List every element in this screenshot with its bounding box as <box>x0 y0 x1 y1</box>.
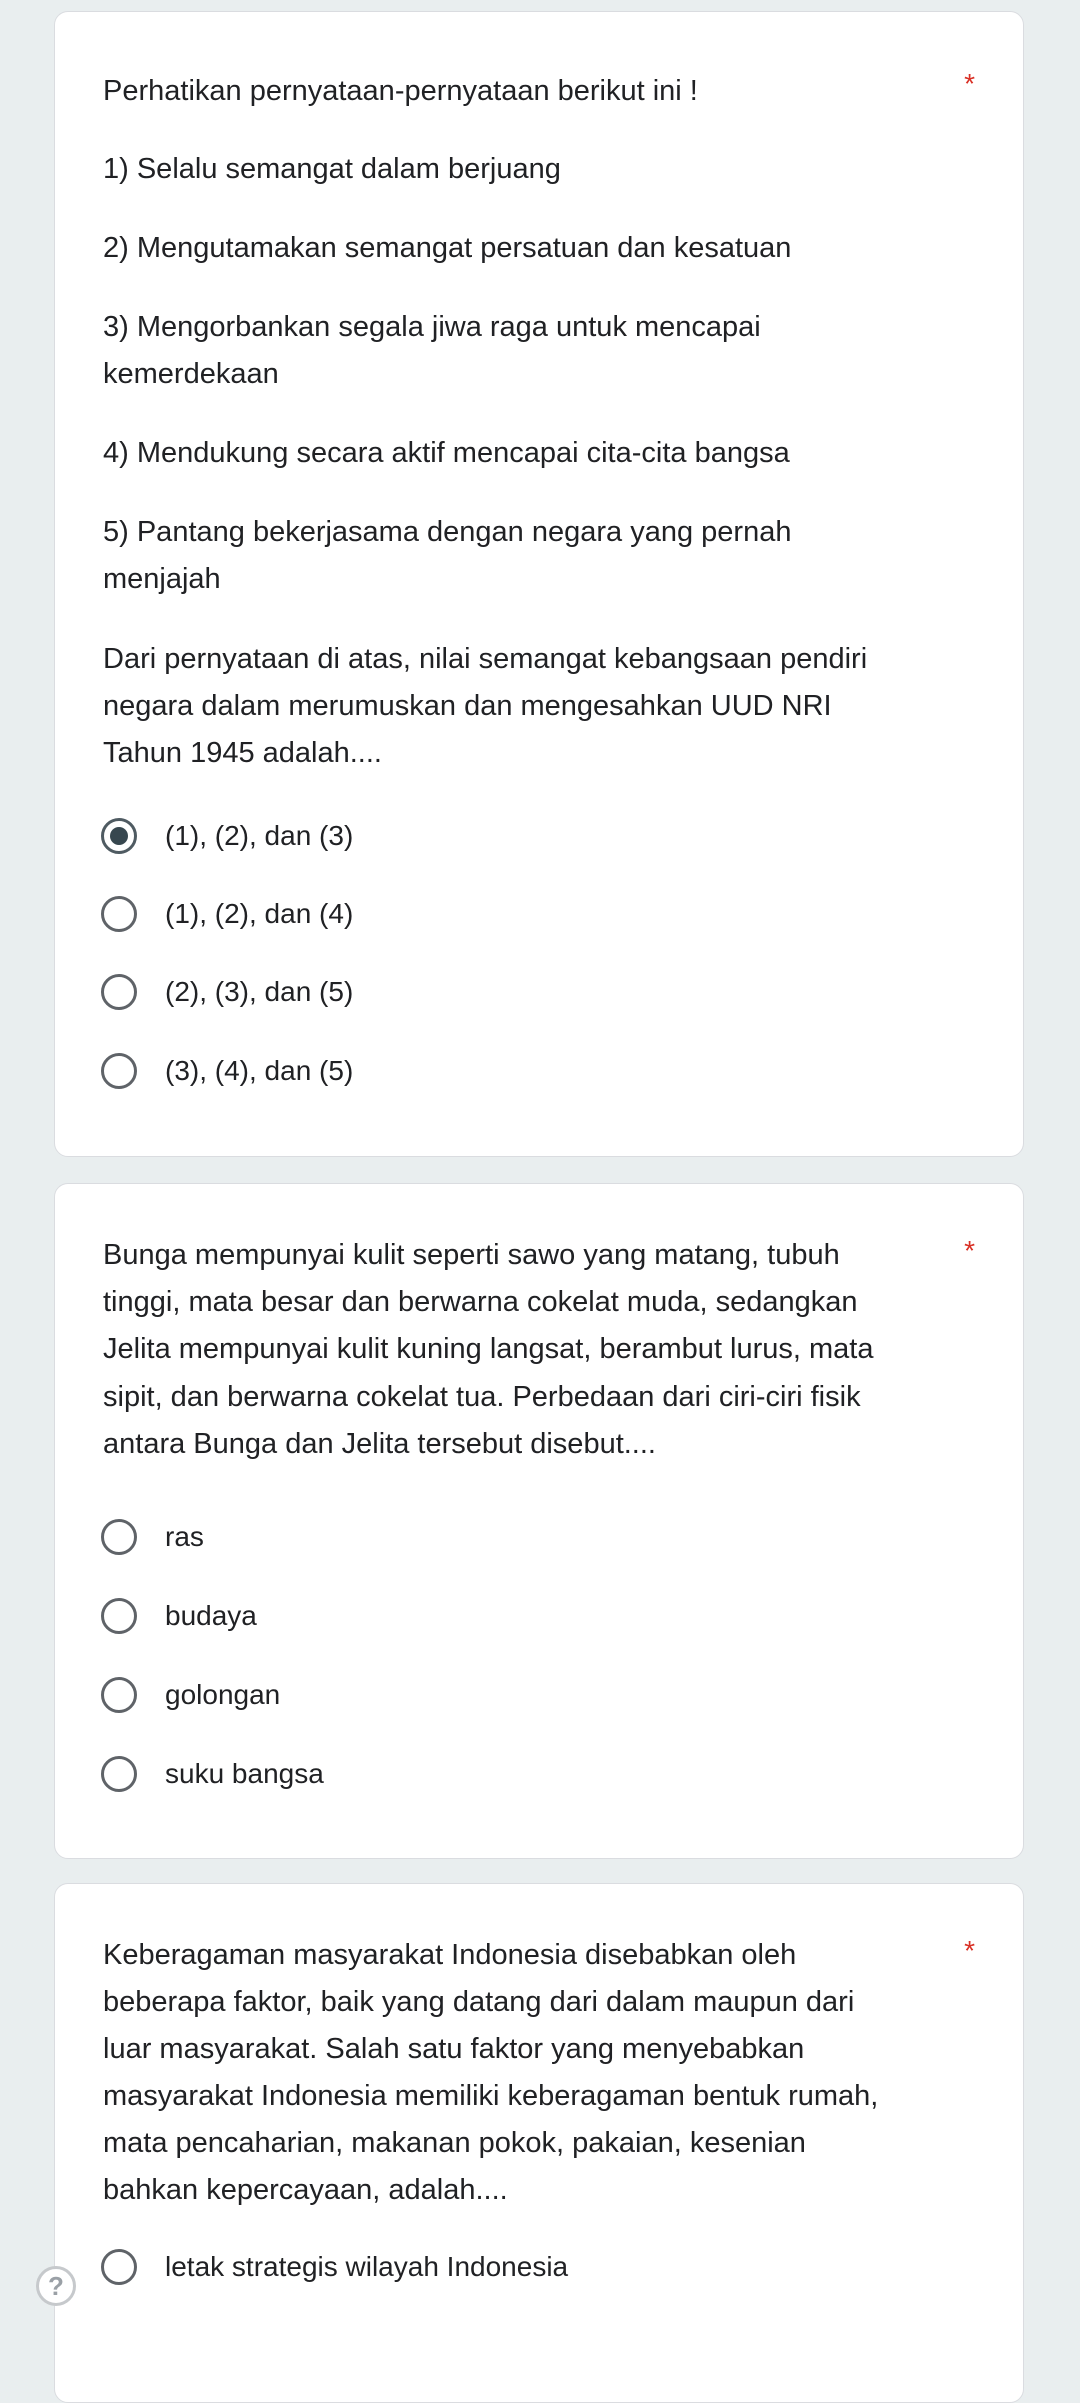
question-prompt-line-3: Tahun 1945 adalah.... <box>103 737 382 769</box>
option-radio[interactable] <box>101 967 353 1017</box>
option-radio[interactable] <box>101 2242 568 2292</box>
question-line-5: mata pencaharian, makanan pokok, pakaian, kesenian <box>103 2127 806 2159</box>
radio-icon[interactable] <box>101 2249 137 2285</box>
radio-selected-icon[interactable] <box>101 818 137 854</box>
option-radio[interactable] <box>101 1670 280 1720</box>
option-radio[interactable] <box>101 1512 204 1562</box>
statement-5-line-2: menjajah <box>103 563 221 595</box>
option-radio[interactable] <box>101 811 353 861</box>
statement-3-line-1: 3) Mengorbankan segala jiwa raga untuk mencapai <box>103 311 761 343</box>
statement-2: 2) Mengutamakan semangat persatuan dan kesatuan <box>103 232 792 264</box>
radio-icon[interactable] <box>101 1598 137 1634</box>
question-line-2: tinggi, mata besar dan berwarna cokelat muda, sedangkan <box>103 1286 858 1318</box>
radio-icon[interactable] <box>101 1756 137 1792</box>
statement-4: 4) Mendukung secara aktif mencapai cita-cita bangsa <box>103 437 790 469</box>
radio-icon[interactable] <box>101 896 137 932</box>
question-line-6: bahkan kepercayaan, adalah.... <box>103 2174 508 2206</box>
option-label: (3), (4), dan (5) <box>165 1055 354 1086</box>
question-title: Perhatikan pernyataan-pernyataan berikut ini ! <box>103 75 698 107</box>
option-radio[interactable] <box>101 1046 353 1096</box>
option-label: (1), (2), dan (3) <box>165 820 354 851</box>
question-line-2: beberapa faktor, baik yang datang dari dalam maupun dari <box>103 1986 855 2018</box>
question-prompt-line-2: negara dalam merumuskan dan mengesahkan UUD NRI <box>103 690 832 722</box>
question-card-3 <box>54 1883 1024 2403</box>
question-line-3: luar masyarakat. Salah satu faktor yang menyebabkan <box>103 2033 805 2065</box>
required-asterisk: * <box>964 1235 975 1266</box>
option-label: ras <box>165 1521 204 1552</box>
question-line-3: Jelita mempunyai kulit kuning langsat, berambut lurus, mata <box>103 1333 874 1365</box>
radio-icon[interactable] <box>101 1053 137 1089</box>
statement-3-line-2: kemerdekaan <box>103 358 279 390</box>
statement-1: 1) Selalu semangat dalam berjuang <box>103 153 561 185</box>
radio-icon[interactable] <box>101 1519 137 1555</box>
question-line-4: sipit, dan berwarna cokelat tua. Perbedaan dari ciri-ciri fisik <box>103 1381 861 1413</box>
option-label: golongan <box>165 1679 281 1710</box>
radio-icon[interactable] <box>101 1677 137 1713</box>
option-label: suku bangsa <box>165 1758 324 1789</box>
question-line-5: antara Bunga dan Jelita tersebut disebut.... <box>103 1428 656 1460</box>
question-card-2 <box>54 1183 1024 1859</box>
option-radio[interactable] <box>101 1591 257 1641</box>
question-prompt-line-1: Dari pernyataan di atas, nilai semangat kebangsaan pendiri <box>103 643 868 675</box>
required-asterisk: * <box>964 68 975 99</box>
option-label: letak strategis wilayah Indonesia <box>165 2251 569 2282</box>
option-label: budaya <box>165 1600 257 1631</box>
help-icon[interactable]: ? <box>36 2266 76 2306</box>
question-line-4: masyarakat Indonesia memiliki keberagaman bentuk rumah, <box>103 2080 879 2112</box>
question-line-1: Keberagaman masyarakat Indonesia disebabkan oleh <box>103 1939 797 1971</box>
question-card-1 <box>54 11 1024 1157</box>
radio-icon[interactable] <box>101 974 137 1010</box>
statement-5-line-1: 5) Pantang bekerjasama dengan negara yang pernah <box>103 516 792 548</box>
option-label: (1), (2), dan (4) <box>165 898 354 929</box>
required-asterisk: * <box>964 1935 975 1966</box>
option-radio[interactable] <box>101 1749 324 1799</box>
option-radio[interactable] <box>101 889 353 939</box>
option-label: (2), (3), dan (5) <box>165 976 354 1007</box>
question-line-1: Bunga mempunyai kulit seperti sawo yang matang, tubuh <box>103 1239 840 1271</box>
